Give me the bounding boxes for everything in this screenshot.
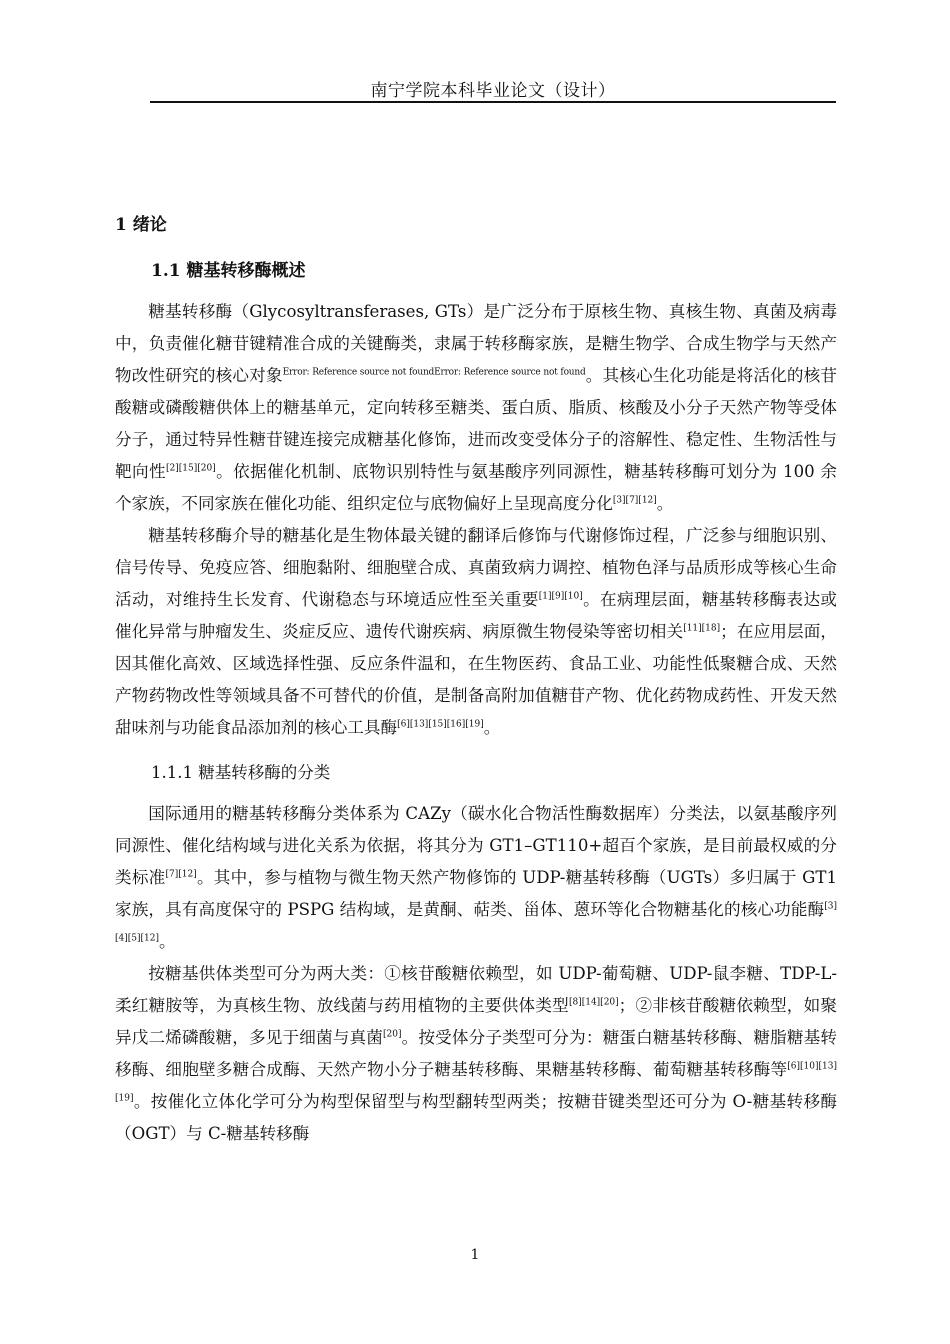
paragraph-1 — [115, 296, 837, 520]
paragraph-text: 按糖基供体类型可分为两大类：①核苷酸糖依赖型，如 UDP-葡萄糖、UDP-鼠李糖、TDP-L-柔红糖胺等，为真核生物、放线菌与药用植物的主要供体类型 — [115, 964, 837, 1015]
paragraph-3 — [115, 798, 837, 958]
citation: [3][7][12] — [612, 495, 657, 506]
section-heading: 1 绪论 — [115, 215, 167, 235]
citation: [2][15][20] — [166, 463, 216, 474]
page-number: 1 — [470, 1247, 480, 1263]
paragraph-text: ；②非核苷酸糖依赖型，如聚异戊二烯磷酸糖，多见于细菌与真菌 — [115, 996, 838, 1047]
citation: [6][10][13][19] — [115, 1061, 837, 1104]
citation-error: Error: Reference source not foundError: Reference source not found — [282, 367, 586, 378]
paragraph-text: 。按受体分子类型可分为：糖蛋白糖基转移酶、糖脂糖基转移酶、细胞壁多糖合成酶、天然产物小分子糖基转移酶、果糖基转移酶、葡萄糖基转移酶等 — [115, 1028, 838, 1079]
page-header: 南宁学院本科毕业论文（设计） — [370, 81, 616, 101]
paragraph-text: 。 — [158, 932, 176, 951]
paragraph-text: 糖基转移酶（Glycosyltransferases, GTs）是广泛分布于原核生物、真核生物、真菌及病毒中，负责催化糖苷键精准合成的关键酶类，隶属于转移酶家族，是糖生物学、合成生物学与天然产物改性研究的核心对象 — [115, 302, 837, 385]
paragraph-text: 。其中，参与植物与微生物天然产物修饰的 UDP-糖基转移酶（UGTs）多归属于 GT1 家族，具有高度保守的 PSPG 结构域，是黄酮、萜类、甾体、蒽环等化合物糖基化的核心功能酶 — [115, 868, 838, 919]
paragraph-text: 糖基转移酶介导的糖基化是生物体最关键的翻译后修饰与代谢修饰过程，广泛参与细胞识别、信号传导、免疫应答、细胞黏附、细胞壁合成、真菌致病力调控、植物色泽与品质形成等核心生命活动，对维持生长发育、代谢稳态与环境适应性至关重要 — [115, 526, 837, 609]
paragraph-text: 。 — [483, 718, 501, 737]
paragraph-text: 。 — [656, 494, 674, 513]
paragraph-text: 。其核心生化功能是将活化的核苷酸糖或磷酸糖供体上的糖基单元，定向转移至糖类、蛋白质、脂质、核酸及小分子天然产物等受体分子，通过特异性糖苷键连接完成糖基化修饰，进而改变受体分子的溶解性、稳定性、生物活性与靶向性 — [115, 366, 838, 481]
paragraph-2 — [115, 520, 837, 744]
citation: [3][4][5][12] — [115, 901, 837, 944]
paragraph-text: 。在病理层面，糖基转移酶表达或催化异常与肿瘤发生、炎症反应、遗传代谢疾病、病原微生物侵染等密切相关 — [115, 590, 838, 641]
citation: [7][12] — [165, 869, 197, 880]
paragraph-4 — [115, 958, 837, 1150]
citation: [6][13][15][16][19] — [397, 719, 484, 730]
citation: [20] — [383, 1029, 402, 1040]
header-rule — [150, 101, 836, 103]
paragraph-text: 。按催化立体化学可分为构型保留型与构型翻转型两类；按糖苷键类型还可分为 O-糖基转移酶（OGT）与 C-糖基转移酶 — [115, 1092, 837, 1143]
paragraph-text: 。依据催化机制、底物识别特性与氨基酸序列同源性，糖基转移酶可划分为 100 余个家族，不同家族在催化功能、组织定位与底物偏好上呈现高度分化 — [115, 462, 837, 513]
subsection-heading: 1.1 糖基转移酶概述 — [151, 261, 306, 281]
document-body — [115, 210, 837, 1150]
citation: [1][9][10] — [538, 591, 583, 602]
paragraph-text: 国际通用的糖基转移酶分类体系为 CAZy（碳水化合物活性酶数据库）分类法，以氨基酸序列同源性、催化结构域与进化关系为依据，将其分为 GT1–GT110+超百个家族，是目前最权威的分类标准 — [115, 804, 837, 887]
subsubsection-heading: 1.1.1 糖基转移酶的分类 — [151, 763, 331, 782]
citation: [8][14][20] — [568, 997, 619, 1008]
paragraph-text: ；在应用层面，因其催化高效、区域选择性强、反应条件温和，在生物医药、食品工业、功能性低聚糖合成、天然产物药物改性等领域具备不可替代的价值，是制备高附加值糖苷产物、优化药物成药性、开发天然甜味剂与功能食品添加剂的核心工具酶 — [115, 622, 838, 737]
citation: [11][18] — [683, 623, 721, 634]
